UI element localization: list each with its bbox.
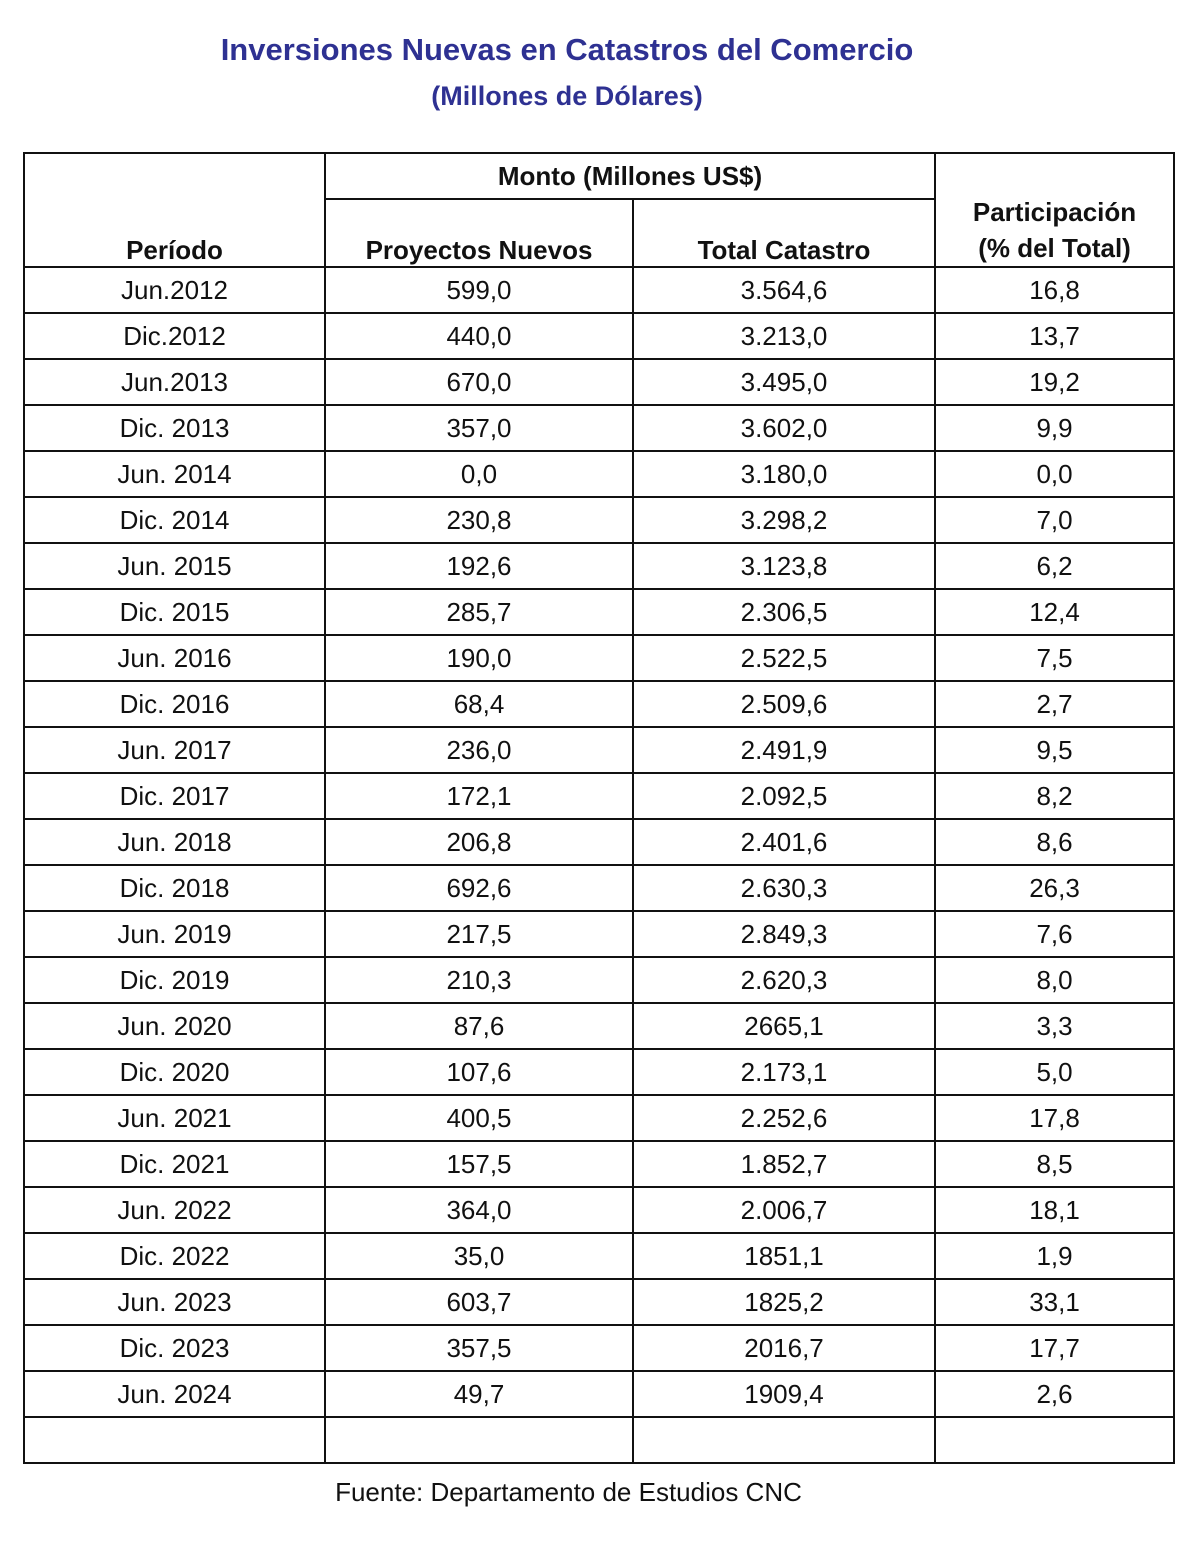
cell-period: Jun. 2021: [24, 1095, 325, 1141]
table-row: [24, 1233, 1174, 1279]
cell-period: Dic. 2017: [24, 773, 325, 819]
cell-total: 2.491,9: [633, 727, 935, 773]
table-row: [24, 313, 1174, 359]
cell-share: 19,2: [935, 359, 1174, 405]
cell-new-projects: 68,4: [325, 681, 633, 727]
cell-new-projects: 230,8: [325, 497, 633, 543]
cell-share: 8,0: [935, 957, 1174, 1003]
cell-share: 13,7: [935, 313, 1174, 359]
cell-new-projects: [325, 1417, 633, 1463]
source-note: Fuente: Departamento de Estudios CNC: [335, 1477, 802, 1507]
cell-total: 2.252,6: [633, 1095, 935, 1141]
table-body: [24, 267, 1174, 1463]
cell-new-projects: 172,1: [325, 773, 633, 819]
cell-total: 3.213,0: [633, 313, 935, 359]
cell-new-projects: 603,7: [325, 1279, 633, 1325]
table-row: [24, 497, 1174, 543]
header-share: [935, 153, 1174, 267]
cell-period: Jun.2012: [24, 267, 325, 313]
table-row: [24, 865, 1174, 911]
table-row: [24, 911, 1174, 957]
cell-total: 3.123,8: [633, 543, 935, 589]
table-row: [24, 1417, 1174, 1463]
table-row: [24, 635, 1174, 681]
cell-total: 2.509,6: [633, 681, 935, 727]
cell-total: 2.092,5: [633, 773, 935, 819]
cell-new-projects: 599,0: [325, 267, 633, 313]
table-row: [24, 1371, 1174, 1417]
cell-share: 9,5: [935, 727, 1174, 773]
cell-new-projects: 87,6: [325, 1003, 633, 1049]
investment-table: [23, 152, 1175, 1464]
cell-period: Dic. 2023: [24, 1325, 325, 1371]
cell-share: 2,7: [935, 681, 1174, 727]
cell-period: Jun. 2016: [24, 635, 325, 681]
cell-total: 2.006,7: [633, 1187, 935, 1233]
cell-share: 9,9: [935, 405, 1174, 451]
cell-period: Jun. 2024: [24, 1371, 325, 1417]
cell-share: 1,9: [935, 1233, 1174, 1279]
cell-share: 17,8: [935, 1095, 1174, 1141]
table-row: [24, 1049, 1174, 1095]
cell-period: Jun. 2017: [24, 727, 325, 773]
cell-period: Dic. 2016: [24, 681, 325, 727]
table-row: [24, 543, 1174, 589]
table-row: [24, 773, 1174, 819]
cell-share: 2,6: [935, 1371, 1174, 1417]
cell-total: 1909,4: [633, 1371, 935, 1417]
cell-period: Dic. 2021: [24, 1141, 325, 1187]
cell-new-projects: 0,0: [325, 451, 633, 497]
header-total: Total Catastro: [633, 199, 935, 267]
header-period: Período: [24, 153, 325, 267]
cell-period: Jun. 2023: [24, 1279, 325, 1325]
cell-share: 5,0: [935, 1049, 1174, 1095]
cell-new-projects: 285,7: [325, 589, 633, 635]
cell-new-projects: 692,6: [325, 865, 633, 911]
header-amount-group: Monto (Millones US$): [325, 153, 935, 199]
cell-new-projects: 217,5: [325, 911, 633, 957]
cell-period: Dic. 2015: [24, 589, 325, 635]
document-subtitle: (Millones de Dólares): [431, 81, 703, 111]
table-row: [24, 267, 1174, 313]
cell-total: 2.630,3: [633, 865, 935, 911]
cell-share: 7,5: [935, 635, 1174, 681]
cell-share: 0,0: [935, 451, 1174, 497]
table-row: [24, 1187, 1174, 1233]
table-row: [24, 359, 1174, 405]
cell-period: Jun. 2020: [24, 1003, 325, 1049]
cell-total: 3.180,0: [633, 451, 935, 497]
cell-new-projects: 49,7: [325, 1371, 633, 1417]
table-row: [24, 1141, 1174, 1187]
cell-share: 8,2: [935, 773, 1174, 819]
cell-total: 1851,1: [633, 1233, 935, 1279]
table-row: [24, 451, 1174, 497]
cell-period: Dic. 2022: [24, 1233, 325, 1279]
cell-total: 2.849,3: [633, 911, 935, 957]
document-title: Inversiones Nuevas en Catastros del Comercio: [220, 32, 914, 67]
cell-share: 16,8: [935, 267, 1174, 313]
cell-period: Dic.2012: [24, 313, 325, 359]
cell-total: 1.852,7: [633, 1141, 935, 1187]
cell-period: Dic. 2020: [24, 1049, 325, 1095]
table-row: [24, 819, 1174, 865]
cell-new-projects: 190,0: [325, 635, 633, 681]
table-row: [24, 957, 1174, 1003]
cell-total: 2016,7: [633, 1325, 935, 1371]
cell-period: Jun. 2018: [24, 819, 325, 865]
cell-total: 3.298,2: [633, 497, 935, 543]
table-row: [24, 1325, 1174, 1371]
cell-total: [633, 1417, 935, 1463]
cell-period: [24, 1417, 325, 1463]
cell-share: 17,7: [935, 1325, 1174, 1371]
cell-share: 12,4: [935, 589, 1174, 635]
cell-period: Jun.2013: [24, 359, 325, 405]
cell-period: Jun. 2022: [24, 1187, 325, 1233]
table-row: [24, 405, 1174, 451]
cell-share: 26,3: [935, 865, 1174, 911]
cell-new-projects: 440,0: [325, 313, 633, 359]
header-new-projects: Proyectos Nuevos: [325, 199, 633, 267]
cell-new-projects: 357,5: [325, 1325, 633, 1371]
table-row: [24, 681, 1174, 727]
cell-new-projects: 236,0: [325, 727, 633, 773]
cell-period: Dic. 2014: [24, 497, 325, 543]
cell-period: Jun. 2019: [24, 911, 325, 957]
cell-share: 8,5: [935, 1141, 1174, 1187]
cell-share: 8,6: [935, 819, 1174, 865]
cell-share: 33,1: [935, 1279, 1174, 1325]
cell-total: 3.602,0: [633, 405, 935, 451]
cell-new-projects: 107,6: [325, 1049, 633, 1095]
cell-new-projects: 192,6: [325, 543, 633, 589]
cell-new-projects: 206,8: [325, 819, 633, 865]
cell-period: Dic. 2019: [24, 957, 325, 1003]
cell-total: 3.564,6: [633, 267, 935, 313]
cell-total: 1825,2: [633, 1279, 935, 1325]
cell-share: 6,2: [935, 543, 1174, 589]
table-row: [24, 1095, 1174, 1141]
cell-share: 18,1: [935, 1187, 1174, 1233]
cell-total: 3.495,0: [633, 359, 935, 405]
cell-new-projects: 364,0: [325, 1187, 633, 1233]
cell-new-projects: 210,3: [325, 957, 633, 1003]
cell-new-projects: 357,0: [325, 405, 633, 451]
cell-new-projects: 670,0: [325, 359, 633, 405]
table-row: [24, 589, 1174, 635]
cell-share: 7,0: [935, 497, 1174, 543]
table-row: [24, 1279, 1174, 1325]
table-row: [24, 1003, 1174, 1049]
cell-period: Dic. 2013: [24, 405, 325, 451]
cell-total: 2.306,5: [633, 589, 935, 635]
header-share-line2: (% del Total): [978, 233, 1131, 263]
cell-new-projects: 35,0: [325, 1233, 633, 1279]
cell-total: 2665,1: [633, 1003, 935, 1049]
cell-total: 2.173,1: [633, 1049, 935, 1095]
cell-share: 3,3: [935, 1003, 1174, 1049]
cell-period: Jun. 2014: [24, 451, 325, 497]
table-row: [24, 727, 1174, 773]
cell-new-projects: 157,5: [325, 1141, 633, 1187]
cell-total: 2.620,3: [633, 957, 935, 1003]
cell-share: 7,6: [935, 911, 1174, 957]
cell-new-projects: 400,5: [325, 1095, 633, 1141]
header-share-line1: Participación: [972, 197, 1137, 227]
cell-period: Jun. 2015: [24, 543, 325, 589]
cell-total: 2.401,6: [633, 819, 935, 865]
cell-share: [935, 1417, 1174, 1463]
cell-total: 2.522,5: [633, 635, 935, 681]
cell-period: Dic. 2018: [24, 865, 325, 911]
